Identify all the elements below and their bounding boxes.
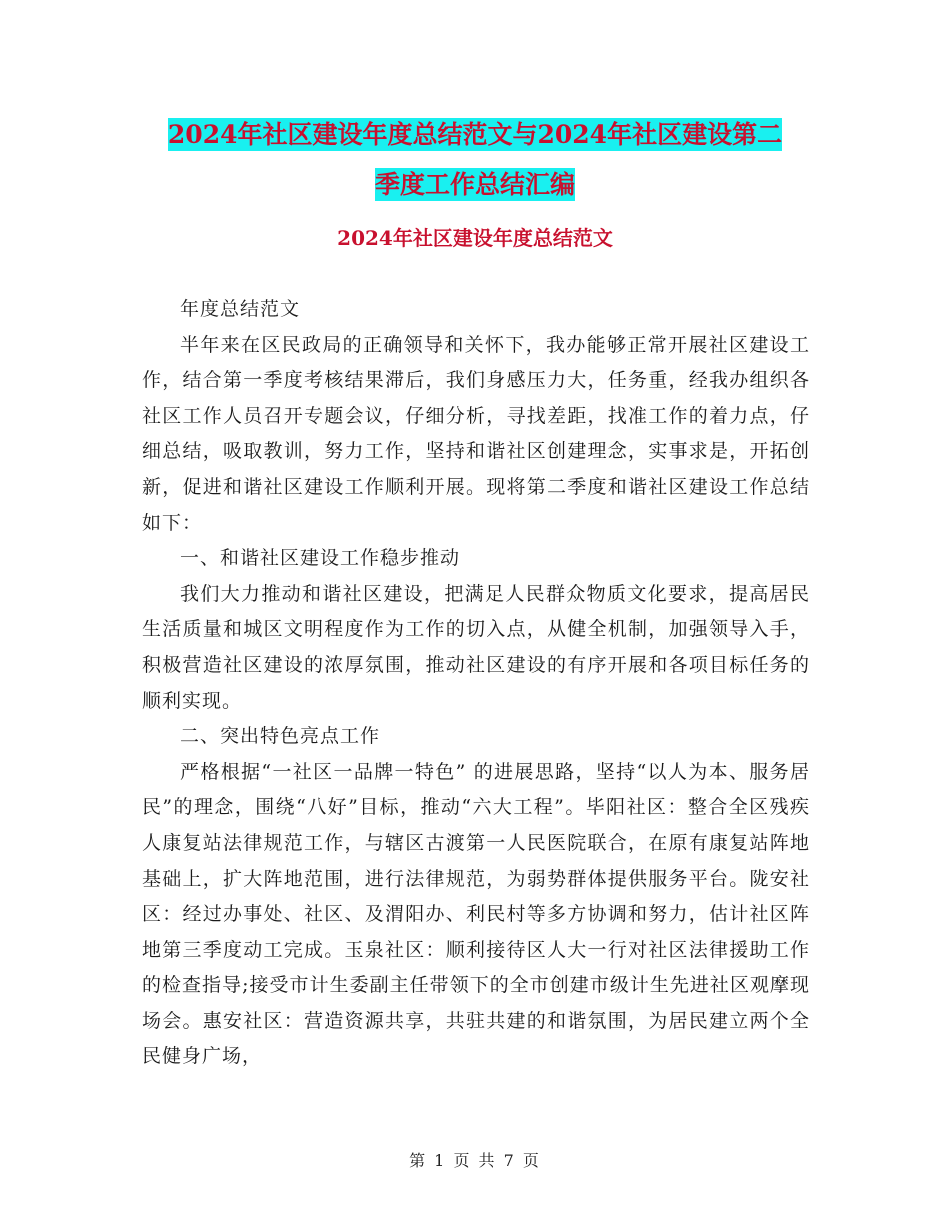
- paragraph: 一、和谐社区建设工作稳步推动: [180, 547, 461, 570]
- page-footer: 第 1 页 共 7 页: [409, 1151, 541, 1170]
- document-title-line1: 2024年社区建设年度总结范文与2024年社区建设第二: [167, 120, 783, 149]
- paragraph: 我们大力推动和谐社区建设，把满足人民群众物质文化要求，提高居民生活质量和城区文明程度作为工作的切入点，从健全机制，加强领导入手，积极营造社区建设的浓厚氛围，推动社区建设的有序开展和各项目标任务的顺利实现。: [142, 582, 810, 712]
- paragraph: 半年来在区民政局的正确领导和关怀下，我办能够正常开展社区建设工作，结合第一季度考核结果滞后，我们身感压力大，任务重，经我办组织各社区工作人员召开专题会议，仔细分析，寻找差距，找准工作的着力点，仔细总结，吸取教训，努力工作，坚持和谐社区创建理念，实事求是，开拓创新，促进和谐社区建设工作顺利开展。现将第二季度和谐社区建设工作总结如下：: [142, 333, 810, 534]
- paragraph: 年度总结范文: [180, 298, 301, 320]
- document-title: [150, 110, 800, 210]
- document-title-line2: 季度工作总结汇编: [374, 170, 575, 199]
- body-text: [142, 292, 810, 1075]
- paragraph: 二、突出特色亮点工作: [180, 725, 381, 748]
- section-title: 2024年社区建设年度总结范文: [337, 226, 613, 250]
- paragraph: 严格根据“一社区一品牌一特色” 的进展思路，坚持“以人为本、服务居民”的理念，围绕“八好”目标，推动“六大工程”。毕阳社区：整合全区残疾人康复站法律规范工作，与辖区古渡第一人民医院联合，在原有康复站阵地基础上，扩大阵地范围，进行法律规范，为弱势群体提供服务平台。陇安社区：经过办事处、社区、及渭阳办、利民村等多方协调和努力，估计社区阵地第三季度动工完成。玉泉社区：顺利接待区人大一行对社区法律援助工作的检查指导;接受市计生委副主任带领下的全市创建市级计生先进社区观摩现场会。惠安社区：营造资源共享，共驻共建的和谐氛围，为居民建立两个全民健身广场，: [142, 760, 810, 1068]
